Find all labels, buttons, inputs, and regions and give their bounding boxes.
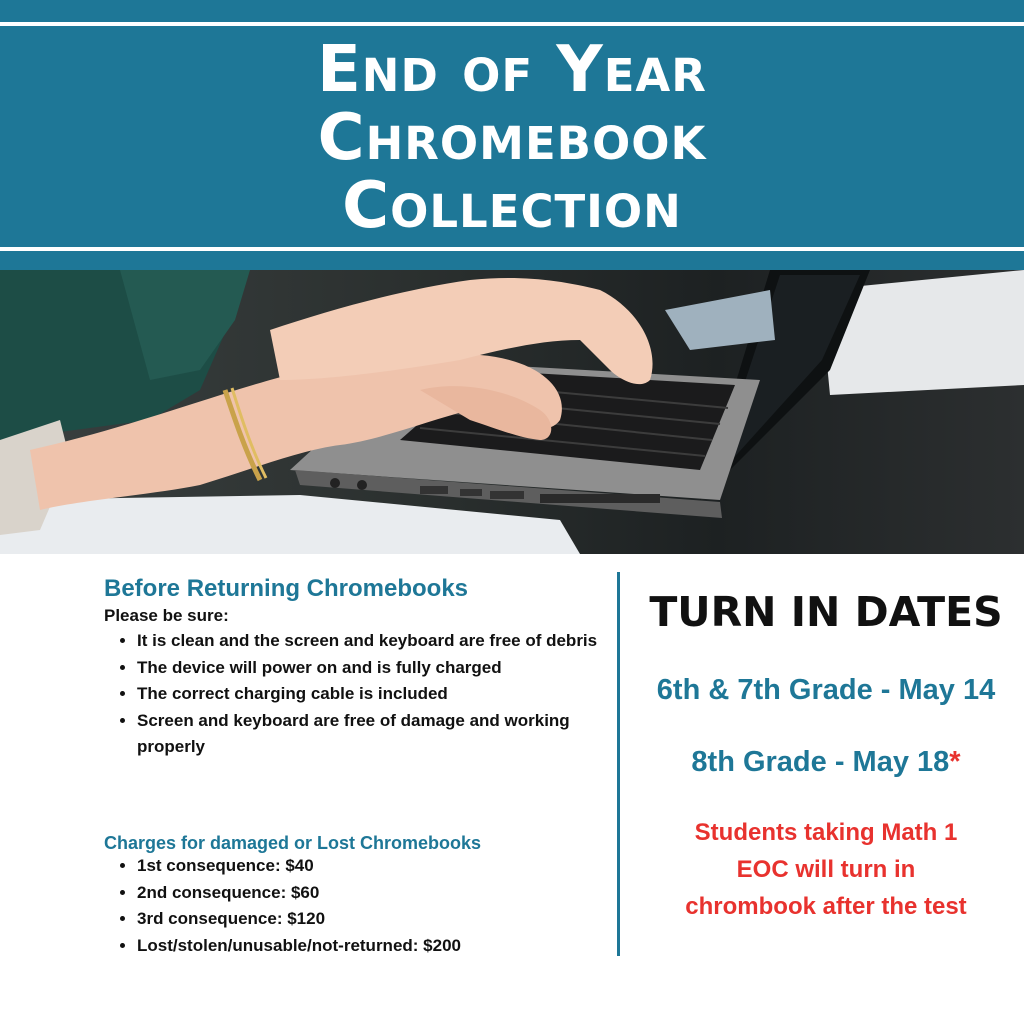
before-returning-checklist <box>104 628 604 761</box>
column-divider <box>617 572 620 956</box>
list-item: • 2nd consequence: $60 <box>137 880 637 907</box>
turn-in-dates-section <box>628 582 1024 920</box>
banner-top-rule <box>0 22 1024 26</box>
title-line-3: Collection <box>342 169 682 243</box>
note-line-3: chrombook after the test <box>685 893 967 920</box>
charges-list <box>104 853 637 959</box>
before-returning-section <box>104 574 604 955</box>
list-item: • The correct charging cable is included <box>137 681 604 708</box>
laptop-typing-photo <box>0 270 1024 554</box>
list-item: • Screen and keyboard are free of damage and working properly <box>137 708 604 761</box>
grade-6-7-date: 6th & 7th Grade - May 14 <box>656 674 996 706</box>
math-1-eoc-note <box>628 814 1024 925</box>
grade-8-date-text: 8th Grade - May 18 <box>691 746 950 778</box>
title-line-1: End of Year <box>317 33 707 107</box>
banner-bottom-rule <box>0 247 1024 251</box>
list-item: • The device will power on and is fully charged <box>137 655 604 682</box>
before-returning-heading: Before Returning Chromebooks <box>104 575 469 602</box>
title-line-2: Chromebook <box>317 101 707 175</box>
turn-in-dates-heading: TURN IN DATES <box>649 588 1003 636</box>
grade-8-date <box>628 744 1024 780</box>
page-title <box>0 33 1024 243</box>
note-line-1: Students taking Math 1 <box>694 819 958 846</box>
note-line-2: EOC will turn in <box>736 856 916 883</box>
asterisk-mark: * <box>949 746 961 778</box>
list-item: • 1st consequence: $40 <box>137 853 637 880</box>
list-item: • It is clean and the screen and keyboard are free of debris <box>137 628 604 655</box>
list-item: • 3rd consequence: $120 <box>137 906 637 933</box>
laptop-photo-illustration <box>0 270 1024 554</box>
charges-heading: Charges for damaged or Lost Chromebooks <box>104 833 482 853</box>
please-be-sure-intro: Please be sure: <box>104 606 229 625</box>
title-banner <box>0 0 1024 270</box>
list-item: • Lost/stolen/unusable/not-returned: $200 <box>137 933 637 960</box>
